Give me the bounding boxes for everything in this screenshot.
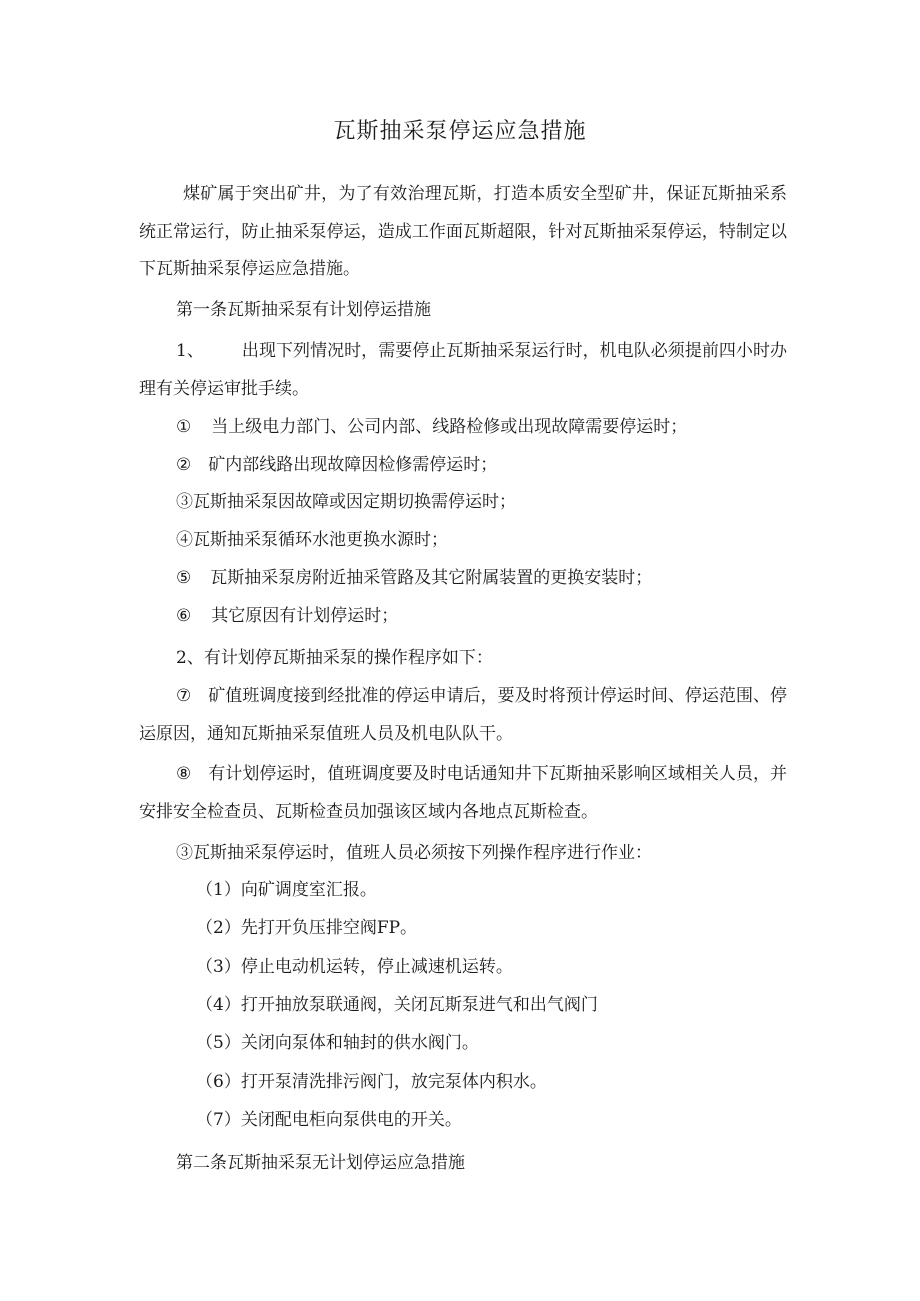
condition-text: 矿内部线路出现故障因检修需停运时； bbox=[208, 455, 498, 475]
condition-mark: ① bbox=[176, 417, 192, 437]
procedure-step-6: （6）打开泵清洗排污阀门，放完泵体内积水。 bbox=[196, 1072, 547, 1092]
condition-mark: ④ bbox=[176, 530, 193, 550]
article2-heading: 第二条瓦斯抽采泵无计划停运应急措施 bbox=[176, 1153, 465, 1173]
step-mark: ⑦ bbox=[176, 686, 192, 706]
step-text: 矿值班调度接到经批准的停运申请后，要及时将预计停运时间、停运范围、停运原因，通知瓦斯抽采泵值班人员及机电队队干。 bbox=[139, 686, 787, 744]
item1-number: 1、 bbox=[176, 341, 204, 361]
condition-2 bbox=[176, 453, 497, 477]
procedure-step-7: （7）关闭配电柜向泵供电的开关。 bbox=[196, 1110, 462, 1130]
step-3-heading: ③瓦斯抽采泵停运时，值班人员必须按下列操作程序进行作业： bbox=[176, 843, 652, 863]
condition-text: 当上级电力部门、公司内部、线路检修或出现故障需要停运时； bbox=[211, 417, 688, 437]
procedure-step-1: （1）向矿调度室汇报。 bbox=[196, 880, 377, 900]
step-mark: ⑧ bbox=[176, 764, 192, 784]
condition-text: 瓦斯抽采泵房附近抽采管路及其它附属装置的更换安装时； bbox=[210, 568, 653, 588]
condition-4 bbox=[176, 528, 448, 552]
condition-3 bbox=[176, 490, 516, 514]
condition-1 bbox=[176, 415, 687, 439]
step-7 bbox=[139, 678, 787, 753]
document-title: 瓦斯抽采泵停运应急措施 bbox=[333, 119, 587, 144]
procedure-step-2: （2）先打开负压排空阀FP。 bbox=[196, 918, 418, 938]
condition-mark: ② bbox=[176, 455, 192, 475]
condition-mark: ③ bbox=[176, 492, 193, 512]
procedure-step-5: （5）关闭向泵体和轴封的供水阀门。 bbox=[196, 1033, 479, 1053]
item1-text: 出现下列情况时，需要停止瓦斯抽采泵运行时，机电队必须提前四小时办理有关停运审批手续。 bbox=[139, 341, 787, 399]
article1-item1 bbox=[139, 333, 787, 408]
procedure-step-3: （3）停止电动机运转，停止减速机运转。 bbox=[196, 957, 513, 977]
procedure-step-4: （4）打开抽放泵联通阀，关闭瓦斯泵进气和出气阀门 bbox=[196, 995, 598, 1015]
condition-6 bbox=[176, 604, 398, 628]
condition-text: 瓦斯抽采泵因故障或因定期切换需停运时； bbox=[193, 492, 516, 512]
condition-5 bbox=[176, 566, 652, 590]
intro-paragraph: 煤矿属于突出矿井，为了有效治理瓦斯，打造本质安全型矿井，保证瓦斯抽采系统正常运行，防止抽采泵停运，造成工作面瓦斯超限，针对瓦斯抽采泵停运，特制定以下瓦斯抽采泵停运应急措施。 bbox=[139, 184, 787, 279]
step-text: 有计划停运时，值班调度要及时电话通知井下瓦斯抽采影响区域相关人员，并安排安全检查员、瓦斯检查员加强该区域内各地点瓦斯检查。 bbox=[139, 764, 787, 822]
article1-item2-heading: 2、有计划停瓦斯抽采泵的操作程序如下： bbox=[176, 648, 493, 668]
step-8 bbox=[139, 756, 787, 831]
condition-text: 瓦斯抽采泵循环水池更换水源时； bbox=[193, 530, 448, 550]
condition-mark: ⑤ bbox=[176, 568, 192, 588]
condition-text: 其它原因有计划停运时； bbox=[211, 606, 399, 626]
condition-mark: ⑥ bbox=[176, 606, 192, 626]
article1-heading: 第一条瓦斯抽采泵有计划停运措施 bbox=[176, 300, 431, 320]
